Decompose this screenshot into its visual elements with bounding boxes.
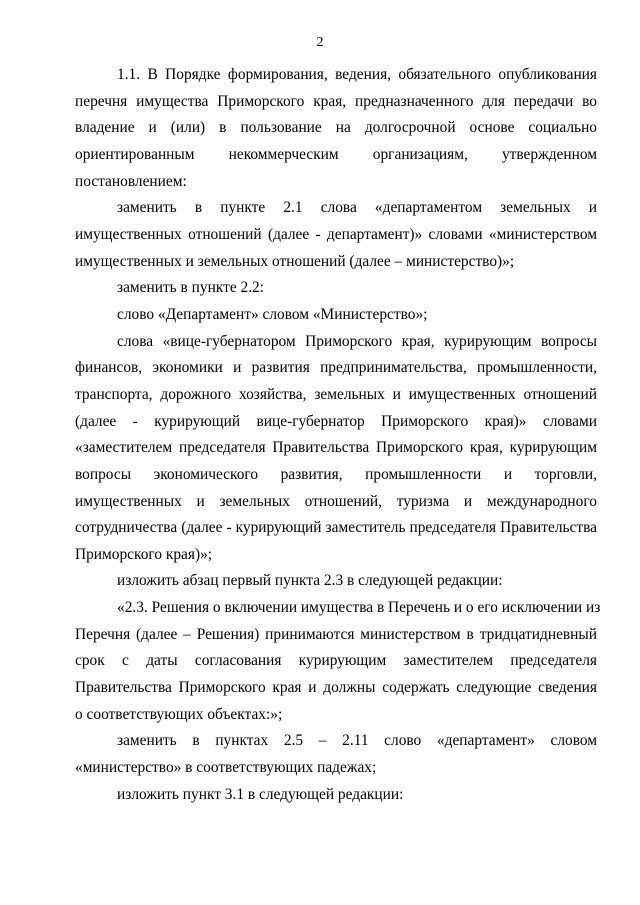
paragraph-line: заменить в пункте 2.2: (117, 279, 265, 297)
paragraph-line: имущественных и земельных отношений, туризма и международного (75, 492, 597, 510)
paragraph-line: слова «вице-губернатором Приморского края, курирующим вопросы (117, 332, 597, 350)
paragraph-line: срок с даты согласования курирующим заместителем председателя (75, 652, 597, 670)
paragraph-line: вопросы экономического развития, промышленности и торговли, (75, 465, 597, 483)
paragraph-line: постановлением: (75, 172, 187, 190)
paragraph-line: Правительства Приморского края и должны содержать следующие сведения (75, 679, 597, 697)
page-number: 2 (316, 35, 324, 50)
paragraph (75, 302, 597, 329)
paragraph-line: имущественных отношений (далее - департамент)» словами «министерством (75, 225, 597, 243)
paragraph-line: заменить в пункте 2.1 слова «департаментом земельных и (117, 199, 597, 217)
paragraph (75, 329, 597, 569)
paragraph (75, 195, 597, 275)
paragraph-line: слово «Департамент» словом «Министерство»; (117, 305, 428, 323)
paragraph (75, 568, 597, 595)
paragraph-line: изложить абзац первый пункта 2.3 в следующей редакции: (117, 572, 503, 590)
paragraph-line: изложить пункт 3.1 в следующей редакции: (117, 785, 404, 803)
paragraph-line: ориентированным некоммерческим организациям, утвержденном (75, 145, 597, 163)
paragraph-line: «заместителем председателя Правительства Приморского края, курирующим (75, 439, 597, 457)
document-body (75, 62, 601, 808)
paragraph-line: Приморского края)»; (75, 545, 213, 563)
paragraph (75, 62, 597, 195)
paragraph (75, 275, 597, 302)
paragraph-line: о соответствующих объектах:»; (75, 705, 283, 723)
paragraph-line: перечня имущества Приморского края, предназначенного для передачи во (75, 92, 597, 110)
paragraph-line: Перечня (далее – Решения) принимаются министерством в тридцатидневный (75, 625, 597, 643)
paragraph (75, 728, 597, 781)
paragraph-line: транспорта, дорожного хозяйства, земельных и имущественных отношений (75, 385, 597, 403)
paragraph-line: финансов, экономики и развития предпринимательства, промышленности, (75, 359, 597, 377)
paragraph (75, 595, 601, 728)
paragraph-line: «министерство» в соответствующих падежах; (75, 759, 377, 777)
paragraph-line: 1.1. В Порядке формирования, ведения, обязательного опубликования (117, 66, 597, 83)
paragraph (75, 782, 597, 809)
paragraph-line: (далее - курирующий вице-губернатор Приморского края)» словами (75, 412, 597, 430)
paragraph-line: заменить в пунктах 2.5 – 2.11 слово «департамент» словом (117, 732, 597, 750)
paragraph-line: имущественных и земельных отношений (далее – министерство)»; (75, 252, 515, 270)
paragraph-line: владение и (или) в пользование на долгосрочной основе социально (75, 119, 597, 137)
paragraph-line: сотрудничества (далее - курирующий заместитель председателя Правительства (75, 519, 597, 537)
paragraph-line: «2.3. Решения о включении имущества в Перечень и о его исключении из (117, 599, 601, 617)
